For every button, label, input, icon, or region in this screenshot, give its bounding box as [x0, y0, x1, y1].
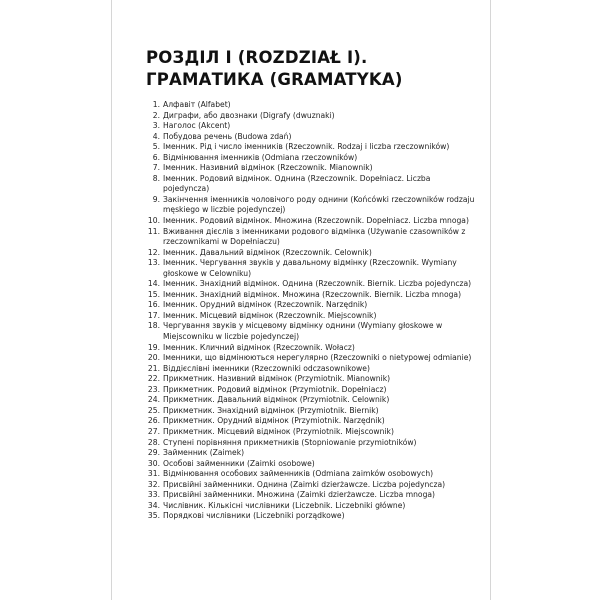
toc-entry-number: 26.: [147, 416, 160, 426]
toc-entry-title: Прикметник. Знахідний відмінок (Przymiotnik. Biernik): [163, 405, 379, 415]
book-page: [111, 0, 491, 600]
toc-entry-number: 23.: [147, 384, 160, 394]
toc-entry-number: 22.: [147, 374, 160, 384]
toc-entry-title: Числівник. Кількісні числівники (Liczebnik. Liczebniki główne): [163, 500, 406, 510]
section-heading: [146, 47, 466, 91]
toc-entry-number: 21.: [147, 363, 160, 373]
toc-entry-title: Відмінювання іменників (Odmiana rzeczowników): [163, 152, 358, 162]
toc-entry: [146, 174, 476, 195]
toc-entry: [146, 438, 476, 449]
toc-entry-title: Закінчення іменників чоловічого роду однини (Końcówki rzeczowników rodzaju męskiego w liczbie pojedynczej): [163, 194, 475, 215]
toc-entry-title: Прикметник. Місцевий відмінок (Przymiotnik. Miejscownik): [163, 426, 394, 436]
toc-entry: [146, 427, 476, 438]
toc-entry-title: Прикметник. Називний відмінок (Przymiotnik. Mianownik): [163, 374, 391, 384]
toc-entry: [146, 490, 476, 501]
toc-entry: [146, 511, 476, 522]
toc-entry-title: Прикметник. Родовий відмінок (Przymiotnik. Dopełniacz): [163, 384, 387, 394]
toc-entry-number: 17.: [147, 310, 160, 320]
toc-entry: [146, 311, 476, 322]
toc-entry-title: Прикметник. Орудний відмінок (Przymiotnik. Narzędnik): [163, 416, 385, 426]
toc-entry: [146, 459, 476, 470]
toc-entry-number: 5.: [152, 142, 160, 152]
toc-entry: [146, 153, 476, 164]
toc-entry: [146, 132, 476, 143]
toc-entry-number: 8.: [152, 173, 160, 183]
toc-entry: [146, 321, 476, 342]
toc-entry-title: Іменники, що відмінюються нерегулярно (Rzeczowniki o nietypowej odmianie): [163, 353, 472, 363]
toc-entry-number: 32.: [147, 479, 160, 489]
toc-entry: [146, 216, 476, 227]
section-title: РОЗДІЛ I (ROZDZIAŁ I).: [146, 48, 368, 67]
toc-entry-number: 29.: [147, 448, 160, 458]
toc-entry-title: Відмінювання особових займенників (Odmiana zaimków osobowych): [163, 469, 434, 479]
toc-entry-title: Іменник. Кличний відмінок (Rzeczownik. Wołacz): [163, 342, 355, 352]
toc-entry-number: 16.: [147, 300, 160, 310]
toc-entry-title: Алфавіт (Alfabet): [163, 100, 231, 109]
toc-entry-number: 6.: [152, 152, 160, 162]
toc-entry-number: 20.: [147, 353, 160, 363]
toc-entry: [146, 385, 476, 396]
toc-entry-title: Іменник. Родовий відмінок. Однина (Rzeczownik. Dopełniacz. Liczba pojedyncza): [163, 173, 431, 194]
toc-entry-number: 24.: [147, 395, 160, 405]
toc-entry-number: 15.: [147, 289, 160, 299]
toc-entry-title: Ступені порівняння прикметників (Stopniowanie przymiotników): [163, 437, 417, 447]
toc-entry-number: 19.: [147, 342, 160, 352]
section-subtitle: ГРАМАТИКА (GRAMATYKA): [146, 70, 403, 89]
toc-entry-number: 14.: [147, 279, 160, 289]
toc-entry: [146, 163, 476, 174]
toc-entry: [146, 448, 476, 459]
toc-entry-title: Іменник. Чергування звуків у давальному відмінку (Rzeczownik. Wymiany głoskowe w Celowniku): [163, 258, 457, 278]
toc-entry-title: Іменник. Знахідний відмінок. Однина (Rzeczownik. Biernik. Liczba pojedyncza): [163, 279, 472, 289]
toc-entry-number: 27.: [147, 426, 160, 436]
toc-entry-title: Порядкові числівники (Liczebniki porządkowe): [163, 511, 345, 521]
toc-entry-number: 10.: [147, 216, 160, 226]
toc-entry: [146, 142, 476, 153]
toc-entry-title: Особові займенники (Zaimki osobowe): [163, 458, 315, 468]
toc-entry-number: 25.: [147, 405, 160, 415]
toc-entry-number: 7.: [152, 163, 160, 173]
toc-entry-number: 34.: [147, 500, 160, 510]
toc-entry-number: 11.: [147, 226, 160, 236]
toc-entry-number: 35.: [147, 511, 160, 521]
toc-entry: [146, 406, 476, 417]
toc-entry: [146, 290, 476, 301]
toc-entry-number: 3.: [152, 121, 160, 131]
toc-entry: [146, 501, 476, 512]
toc-entry-title: Наголос (Akcent): [163, 121, 231, 131]
toc-entry-number: 31.: [147, 469, 160, 479]
toc-entry-title: Іменник. Родовий відмінок. Множина (Rzeczownik. Dopełniacz. Liczba mnoga): [163, 216, 469, 226]
toc-entry: [146, 258, 476, 279]
toc-entry-title: Іменник. Знахідний відмінок. Множина (Rzeczownik. Biernik. Liczba mnoga): [163, 289, 462, 299]
toc-entry: [146, 416, 476, 427]
toc-entry-number: 2.: [152, 110, 160, 120]
toc-entry-number: 18.: [147, 321, 160, 331]
toc-entry: [146, 195, 476, 216]
toc-entry-number: 1.: [152, 100, 160, 109]
toc-entry-title: Іменник. Називний відмінок (Rzeczownik. Mianownik): [163, 163, 373, 173]
toc-entry-title: Побудова речень (Budowa zdań): [163, 131, 292, 141]
toc-entry-number: 33.: [147, 490, 160, 500]
toc-entry: [146, 300, 476, 311]
toc-entry: [146, 111, 476, 122]
toc-entry: [146, 121, 476, 132]
toc-entry-title: Іменник. Орудний відмінок (Rzeczownik. Narzędnik): [163, 300, 368, 310]
toc-entry: [146, 469, 476, 480]
toc-entry: [146, 343, 476, 354]
toc-entry-number: 9.: [152, 194, 160, 204]
toc-entry-title: Чергування звуків у місцевому відмінку однини (Wymiany głoskowe w Miejscowniku w liczbie pojedynczej): [163, 321, 443, 342]
toc-entry-title: Присвійні займенники. Однина (Zaimki dzierżawcze. Liczba pojedyncza): [163, 479, 446, 489]
toc-entry-number: 12.: [147, 247, 160, 257]
toc-entry-title: Віддієслівні іменники (Rzeczowniki odczasownikowe): [163, 363, 370, 373]
toc-entry: [146, 248, 476, 259]
toc-entry-number: 30.: [147, 458, 160, 468]
toc-entry: [146, 374, 476, 385]
toc-entry-title: Вживання дієслів з іменниками родового відмінка (Używanie czasowników z rzeczownikami w Dopełniaczu): [163, 226, 466, 247]
toc-entry-number: 28.: [147, 437, 160, 447]
toc-entry: [146, 279, 476, 290]
toc-entry-title: Диграфи, або двознаки (Digrafy (dwuznaki): [163, 110, 335, 120]
toc-entry: [146, 364, 476, 375]
toc-entry: [146, 100, 476, 111]
toc-entry-title: Іменник. Місцевий відмінок (Rzeczownik. Miejscownik): [163, 310, 377, 320]
toc-entry-title: Займенник (Zaimek): [163, 448, 245, 458]
toc-entry: [146, 227, 476, 248]
toc-entry: [146, 480, 476, 491]
toc-entry-number: 4.: [152, 131, 160, 141]
toc-entry: [146, 353, 476, 364]
table-of-contents: [146, 100, 476, 522]
toc-entry-title: Присвійні займенники. Множина (Zaimki dzierżawcze. Liczba mnoga): [163, 490, 436, 500]
toc-entry-title: Прикметник. Давальний відмінок (Przymiotnik. Celownik): [163, 395, 390, 405]
toc-entry-number: 13.: [147, 258, 160, 268]
toc-entry-title: Іменник. Давальний відмінок (Rzeczownik. Celownik): [163, 247, 372, 257]
toc-entry-title: Іменник. Рід і число іменників (Rzeczownik. Rodzaj i liczba rzeczowników): [163, 142, 450, 152]
toc-entry: [146, 395, 476, 406]
